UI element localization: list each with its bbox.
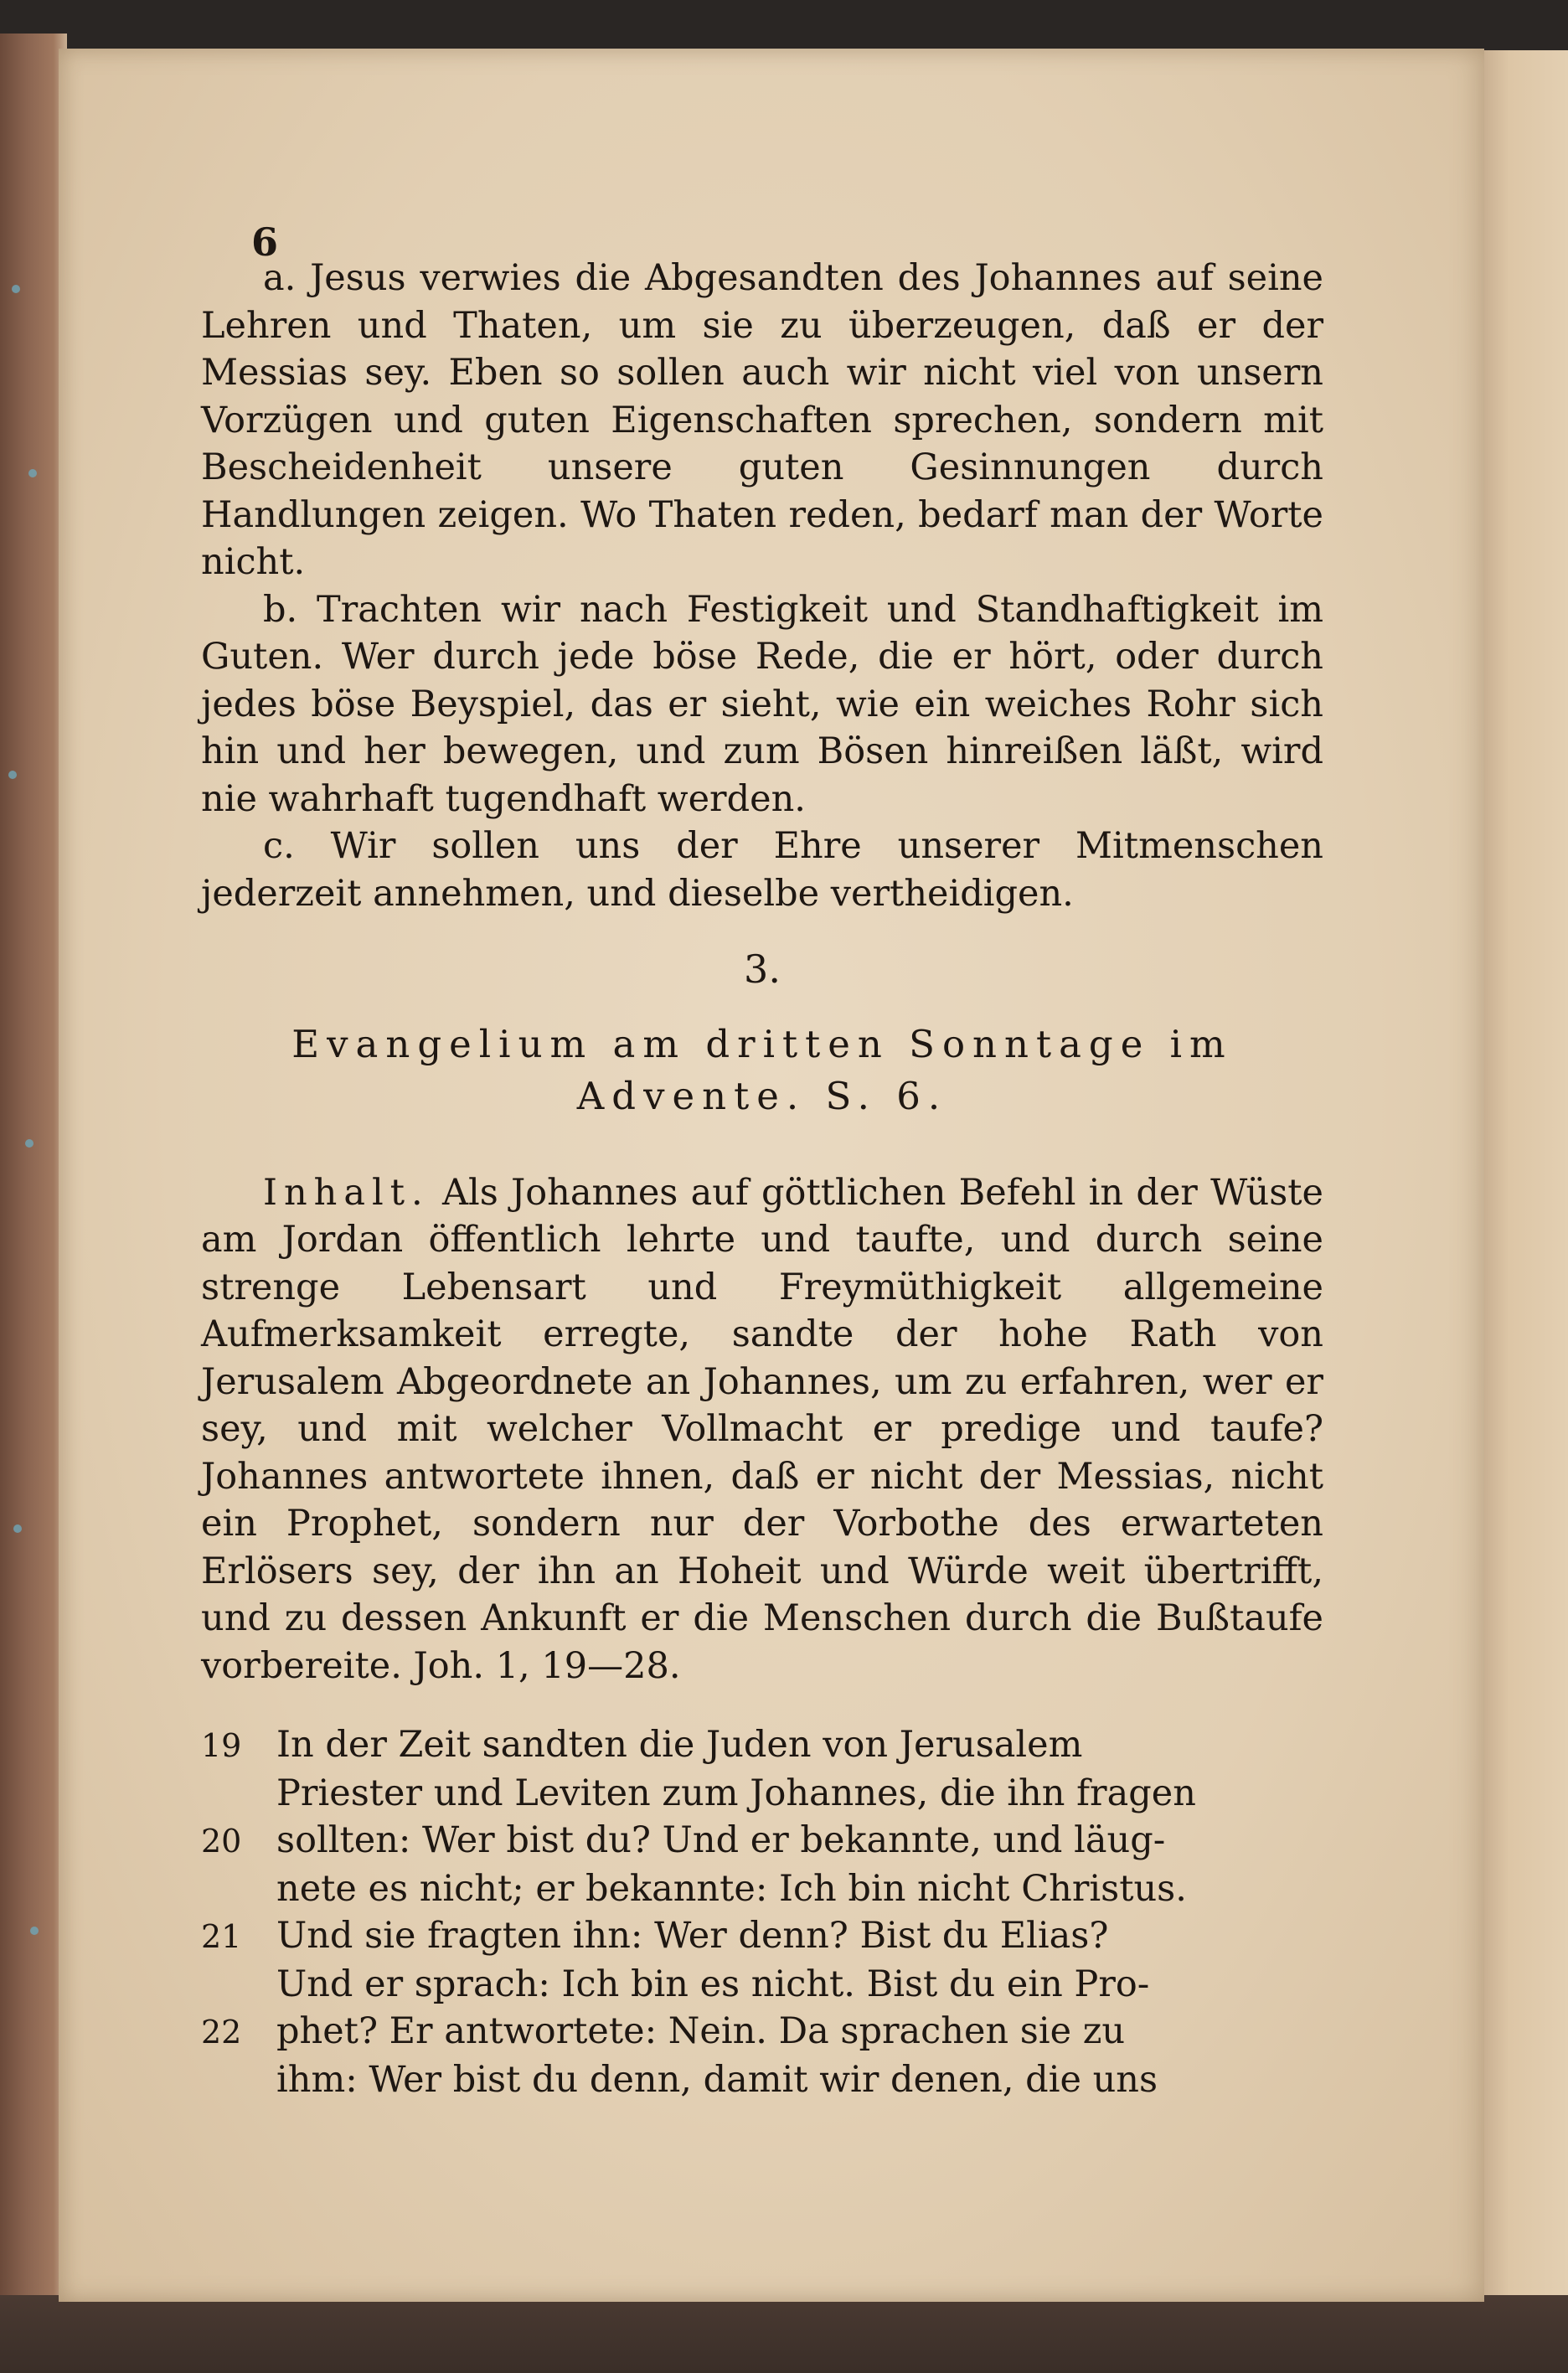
verse-line — [201, 1770, 1323, 1818]
point-b: b. Trachten wir nach Festigkeit und Standhaftigkeit im Guten. Wer durch jede böse Rede, die er hört, oder durch jedes böse Beyspiel, das er sieht, wie ein weiches Rohr sich hin und her bewegen, und zum Bösen hinreißen läßt, wird nie wahrhaft tugendhaft werden. — [201, 588, 1323, 820]
next-page-edge — [1484, 50, 1568, 2303]
section-title — [201, 1019, 1323, 1122]
section-number: 3. — [744, 947, 781, 992]
page-text — [201, 218, 1323, 2103]
verse-text: In der Zeit sandten die Juden von Jerusalem — [276, 1724, 1083, 1766]
verse-line — [201, 2056, 1323, 2104]
verse-number: 21 — [201, 1918, 242, 1955]
verse-text: Und sie fragten ihn: Wer denn? Bist du Elias? — [276, 1915, 1109, 1957]
verse-number: 20 — [201, 1823, 242, 1860]
summary — [201, 1169, 1323, 1690]
point-a: a. Jesus verwies die Abgesandten des Johannes auf seine Lehren und Thaten, um sie zu überzeugen, daß er der Messias sey. Eben so sollen auch wir nicht viel von unsern Vorzügen und guten Eigenschaften sprechen, sondern mit Bescheidenheit unsere guten Gesinnungen durch Handlungen zeigen. Wo Thaten reden, bedarf man der Worte nicht. — [201, 257, 1323, 583]
verse-line — [201, 1912, 1323, 1961]
verse-text: phet? Er antwortete: Nein. Da sprachen sie zu — [276, 2010, 1126, 2052]
verse-number: 19 — [201, 1727, 242, 1764]
verse-line — [201, 2008, 1323, 2056]
verse-text: nete es nicht; er bekannte: Ich bin nicht Christus. — [276, 1867, 1187, 1910]
point-c: c. Wir sollen uns der Ehre unserer Mitmenschen jederzeit annehmen, und dieselbe vertheidigen. — [201, 825, 1323, 915]
verse-line — [201, 1865, 1323, 1913]
verse-text: sollten: Wer bist du? Und er bekannte, und läug- — [276, 1819, 1166, 1861]
summary-label: Inhalt. — [263, 1171, 430, 1214]
section-title-line1: Evangelium am dritten Sonntage im — [291, 1021, 1233, 1066]
book-cover-bottom — [0, 2295, 1568, 2373]
gospel-verses — [201, 1721, 1323, 2103]
verse-text: ihm: Wer bist du denn, damit wir denen, die uns — [276, 2058, 1158, 2101]
verse-text: Und er sprach: Ich bin es nicht. Bist du ein Pro- — [276, 1963, 1150, 2005]
summary-reference: Joh. 1, 19—28. — [413, 1644, 681, 1687]
page-number: 6 — [251, 219, 279, 265]
verse-line — [201, 1961, 1323, 2009]
verse-number: 22 — [201, 2014, 242, 2051]
verse-line — [201, 1817, 1323, 1865]
book-cover-left — [0, 34, 67, 2312]
summary-text: Als Johannes auf göttlichen Befehl in der Wüste am Jordan öffentlich lehrte und taufte, und durch seine strenge Lebensart und Freymüthigkeit allgemeine Aufmerksamkeit erregte, sandte der hohe Rath von Jerusalem Abgeordnete an Johannes, um zu erfahren, wer er sey, und mit welcher Vollmacht er predige und taufe? Johannes antwortete ihnen, daß er nicht der Messias, nicht ein Prophet, sondern nur der Vorbothe des erwarteten Erlösers sey, der ihn an Hoheit und Würde weit übertrifft, und zu dessen Ankunft er die Menschen durch die Bußtaufe vorbereite. — [201, 1171, 1324, 1687]
section-title-line2: Advente. S. 6. — [576, 1073, 948, 1118]
verse-text: Priester und Leviten zum Johannes, die ihn fragen — [276, 1772, 1196, 1814]
verse-line — [201, 1721, 1323, 1770]
